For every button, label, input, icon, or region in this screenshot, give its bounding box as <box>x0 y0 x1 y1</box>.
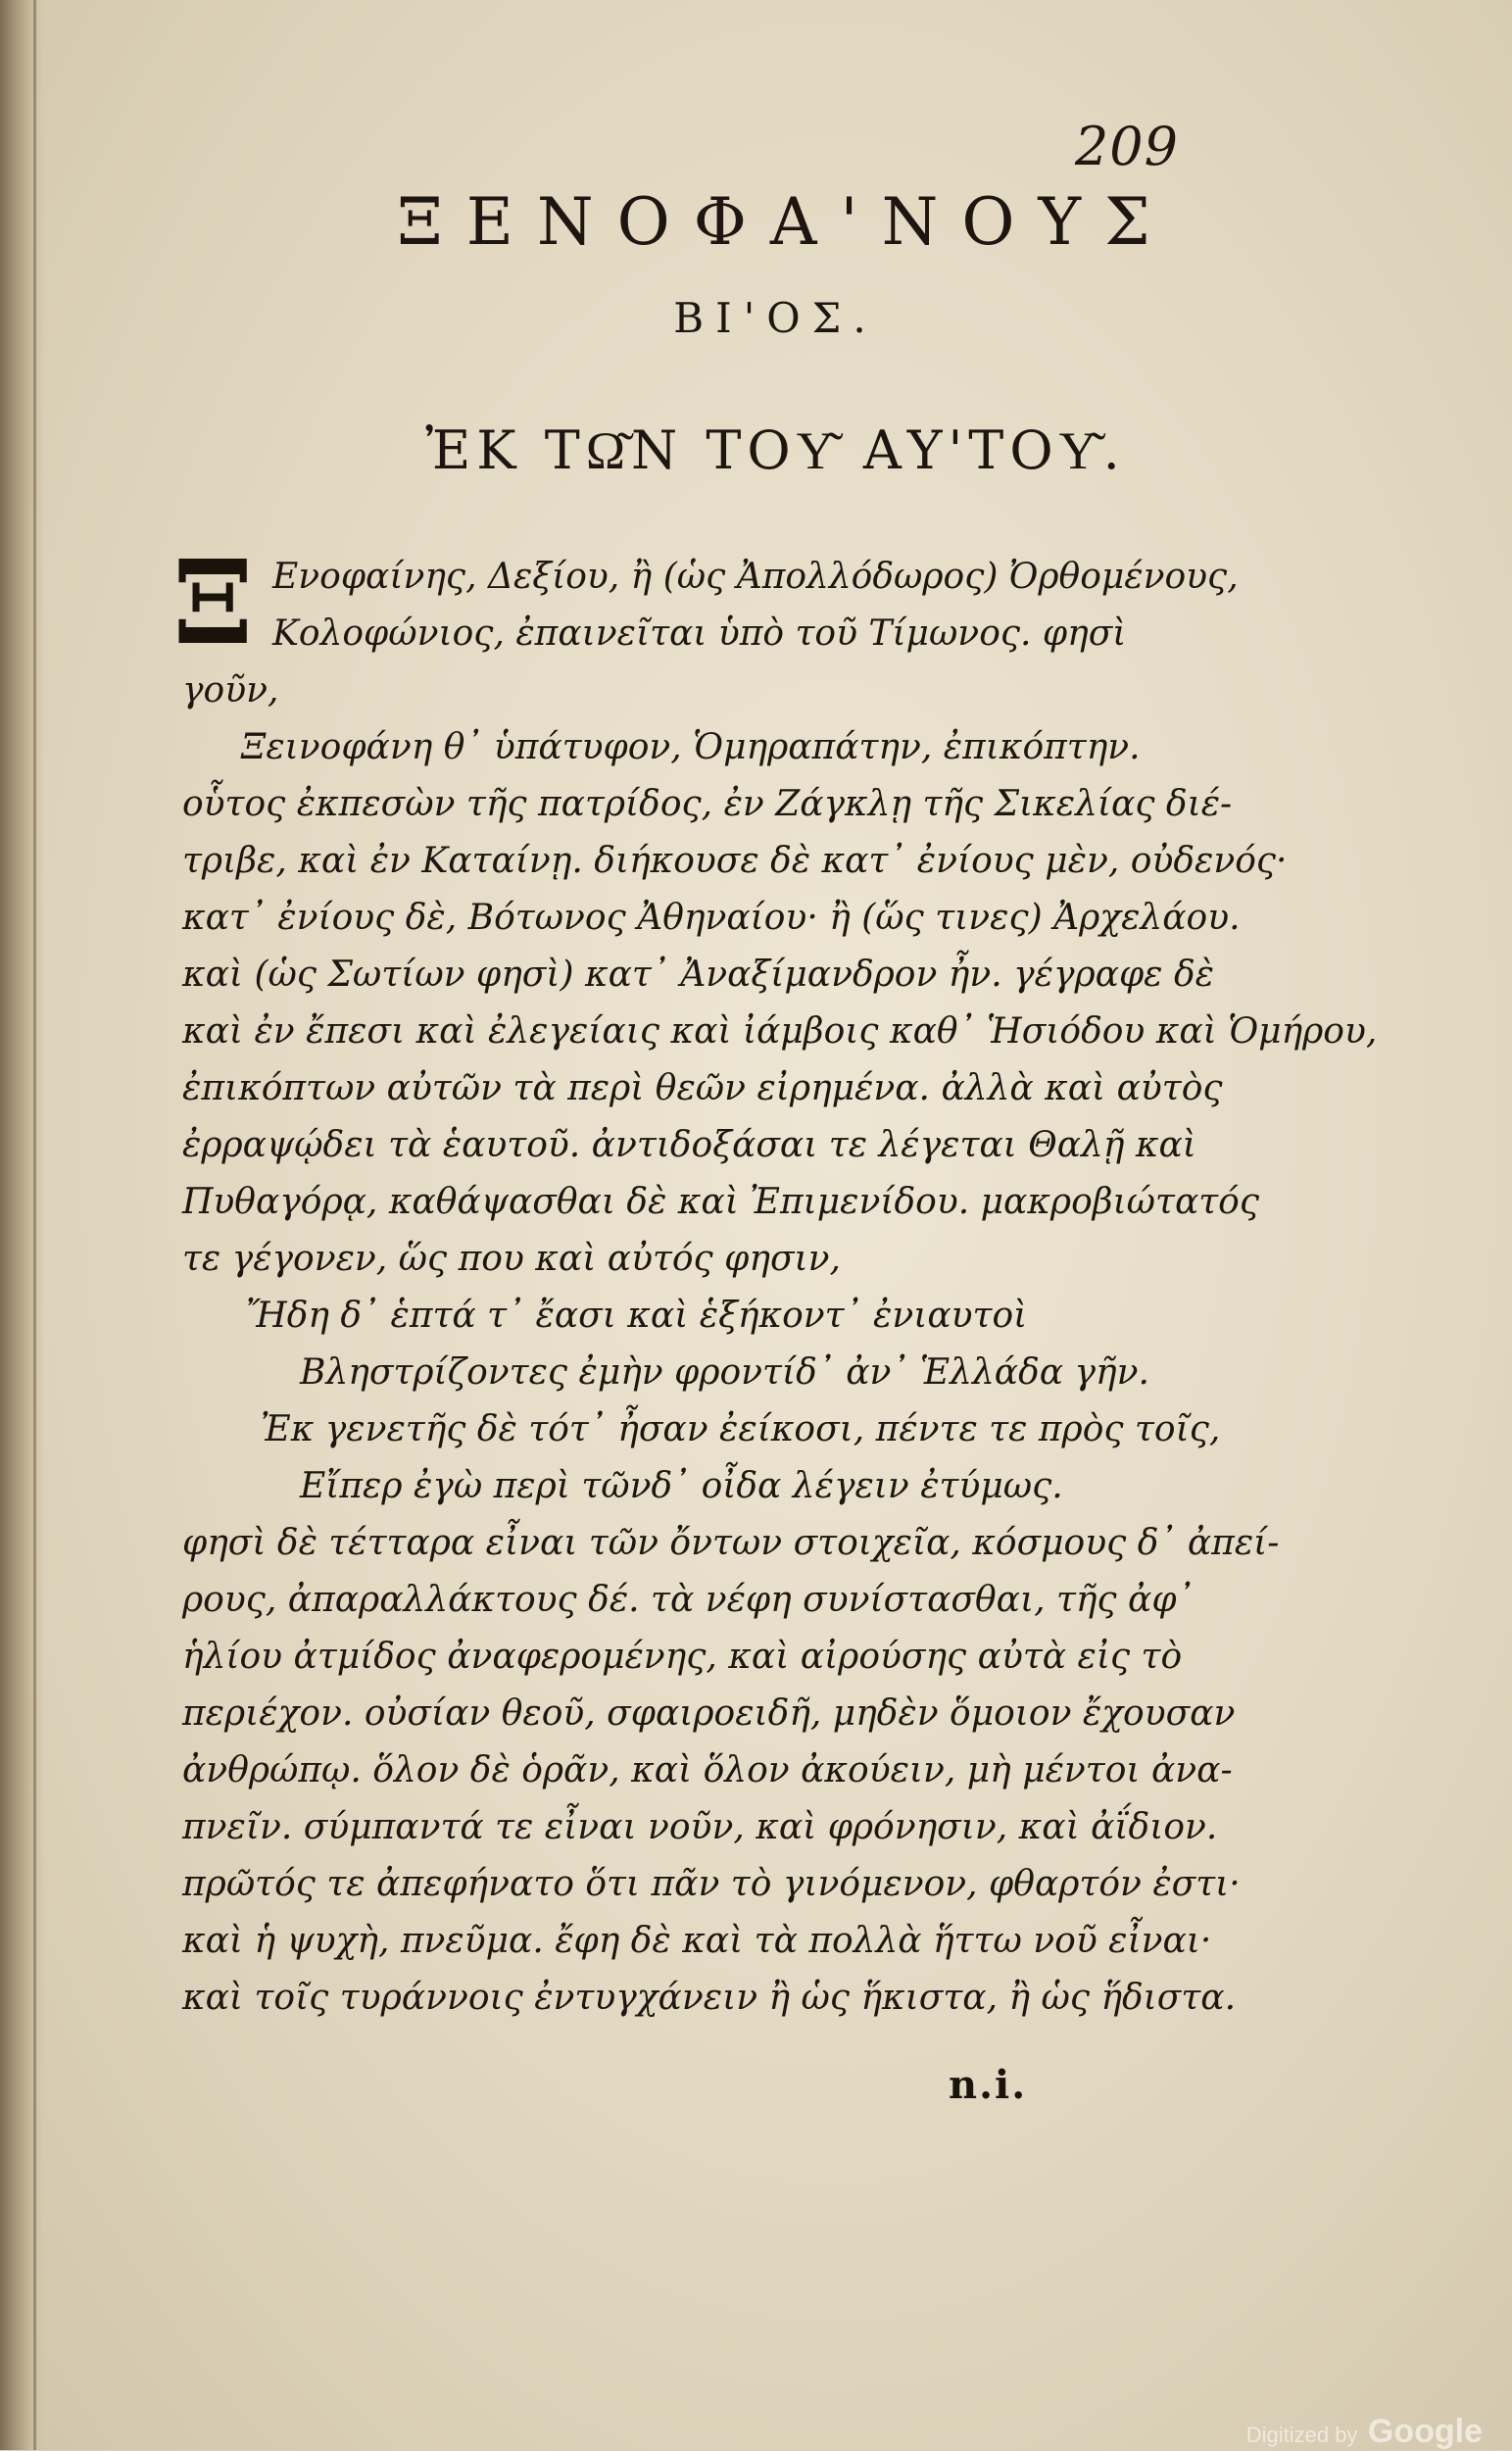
watermark-brand: Google <box>1367 2413 1483 2450</box>
text-line: Ενοφαίνης, Δεξίου, ἢ (ὡς Ἀπολλόδωρος) Ὀρθομένους, <box>272 557 1239 597</box>
page-number: 209 <box>1074 116 1179 177</box>
text-line: τριβε, καὶ ἐν Καταίνῃ. διήκουσε δὲ κατ᾽ ἐνίους μὲν, οὐδενός· <box>182 841 1288 881</box>
text-line: ἐρραψῴδει τὰ ἑαυτοῦ. ἀντιδοξάσαι τε λέγεται Θαλῇ καὶ <box>182 1125 1196 1165</box>
binding-edge <box>33 0 36 2450</box>
page-title: ΞΕΝΟΦΑ'ΝΟΥΣ <box>397 184 1174 260</box>
verse-line: Βληστρίζοντες ἐμὴν φροντίδ᾽ ἀν᾽ Ἑλλάδα γῆν. <box>300 1352 1149 1393</box>
text-line: πρῶτός τε ἀπεφήνατο ὅτι πᾶν τὸ γινόμενον, φθαρτόν ἐστι· <box>182 1864 1241 1904</box>
text-line: καὶ (ὡς Σωτίων φησὶ) κατ᾽ Ἀναξίμανδρον ἦν. γέγραφε δὲ <box>182 955 1214 995</box>
text-line: καὶ τοῖς τυράννοις ἐντυγχάνειν ἢ ὡς ἥκιστα, ἢ ὡς ἥδιστα. <box>182 1978 1237 2018</box>
text-line: Πυθαγόρᾳ, καθάψασθαι δὲ καὶ Ἐπιμενίδου. μακροβιώτατός <box>182 1182 1260 1222</box>
text-line: ρους, ἀπαραλλάκτους δέ. τὰ νέφη συνίστασθαι, τῆς ἀφ᾽ <box>182 1580 1195 1620</box>
drop-cap: Ξ <box>172 534 255 670</box>
body-text <box>182 549 1378 2027</box>
page-binding <box>0 0 45 2450</box>
verse-line: Ἤδη δ᾽ ἑπτά τ᾽ ἔασι καὶ ἑξήκοντ᾽ ἐνιαυτοὶ <box>246 1296 1028 1336</box>
text-line: ἀνθρώπῳ. ὅλον δὲ ὁρᾶν, καὶ ὅλον ἀκούειν, μὴ μέντοι ἀνα- <box>182 1750 1233 1790</box>
digitized-watermark <box>1246 2413 1483 2451</box>
signature-mark: n.i. <box>949 2062 1028 2108</box>
text-line: Κολοφώνιος, ἐπαινεῖται ὑπὸ τοῦ Τίμωνος. φησὶ <box>272 613 1127 654</box>
verse-line: Ἐκ γενετῆς δὲ τότ᾽ ἦσαν ἐείκοσι, πέντε τε πρὸς τοῖς, <box>261 1409 1221 1449</box>
text-line: κατ᾽ ἐνίους δὲ, Βότωνος Ἀθηναίου· ἢ (ὥς τινες) Ἀρχελάου. <box>182 898 1241 938</box>
text-line: γοῦν, <box>182 670 279 711</box>
text-line: Ξεινοφάνη θ᾽ ὑπάτυφον, Ὁμηραπάτην, ἐπικόπτην. <box>241 727 1141 767</box>
text-line: καὶ ἡ ψυχὴ, πνεῦμα. ἔφη δὲ καὶ τὰ πολλὰ ἥττω νοῦ εἶναι· <box>182 1921 1212 1961</box>
text-line: ἡλίου ἀτμίδος ἀναφερομένης, καὶ αἰρούσης αὐτὰ εἰς τὸ <box>182 1637 1183 1677</box>
section-heading: ἘΚ ΤΩ͂Ν ΤΟΥ͂ ΑΥ'ΤΟΥ͂. <box>425 419 1126 481</box>
text-line: πνεῖν. σύμπαντά τε εἶναι νοῦν, καὶ φρόνησιν, καὶ ἀΐδιον. <box>182 1807 1218 1847</box>
text-line: φησὶ δὲ τέτταρα εἶναι τῶν ὄντων στοιχεῖα, κόσμους δ᾽ ἀπεί- <box>182 1523 1280 1563</box>
text-line: οὗτος ἐκπεσὼν τῆς πατρίδος, ἐν Ζάγκλῃ τῆς Σικελίας διέ- <box>182 784 1233 824</box>
text-line: καὶ ἐν ἔπεσι καὶ ἐλεγείαις καὶ ἰάμβοις καθ᾽ Ἡσιόδου καὶ Ὁμήρου, <box>182 1011 1378 1052</box>
text-line: περιέχον. οὐσίαν θεοῦ, σφαιροειδῆ, μηδὲν ὅμοιον ἔχουσαν <box>182 1693 1236 1734</box>
page-subtitle: ΒΙ'ΟΣ. <box>673 294 878 342</box>
verse-line: Εἴπερ ἐγὼ περὶ τῶνδ᾽ οἶδα λέγειν ἐτύμως. <box>300 1466 1063 1506</box>
text-line: τε γέγονεν, ὥς που καὶ αὐτός φησιν, <box>182 1239 841 1279</box>
watermark-prefix: Digitized by <box>1245 2423 1358 2447</box>
text-line: ἐπικόπτων αὐτῶν τὰ περὶ θεῶν εἰρημένα. ἀλλὰ καὶ αὐτὸς <box>182 1068 1223 1108</box>
